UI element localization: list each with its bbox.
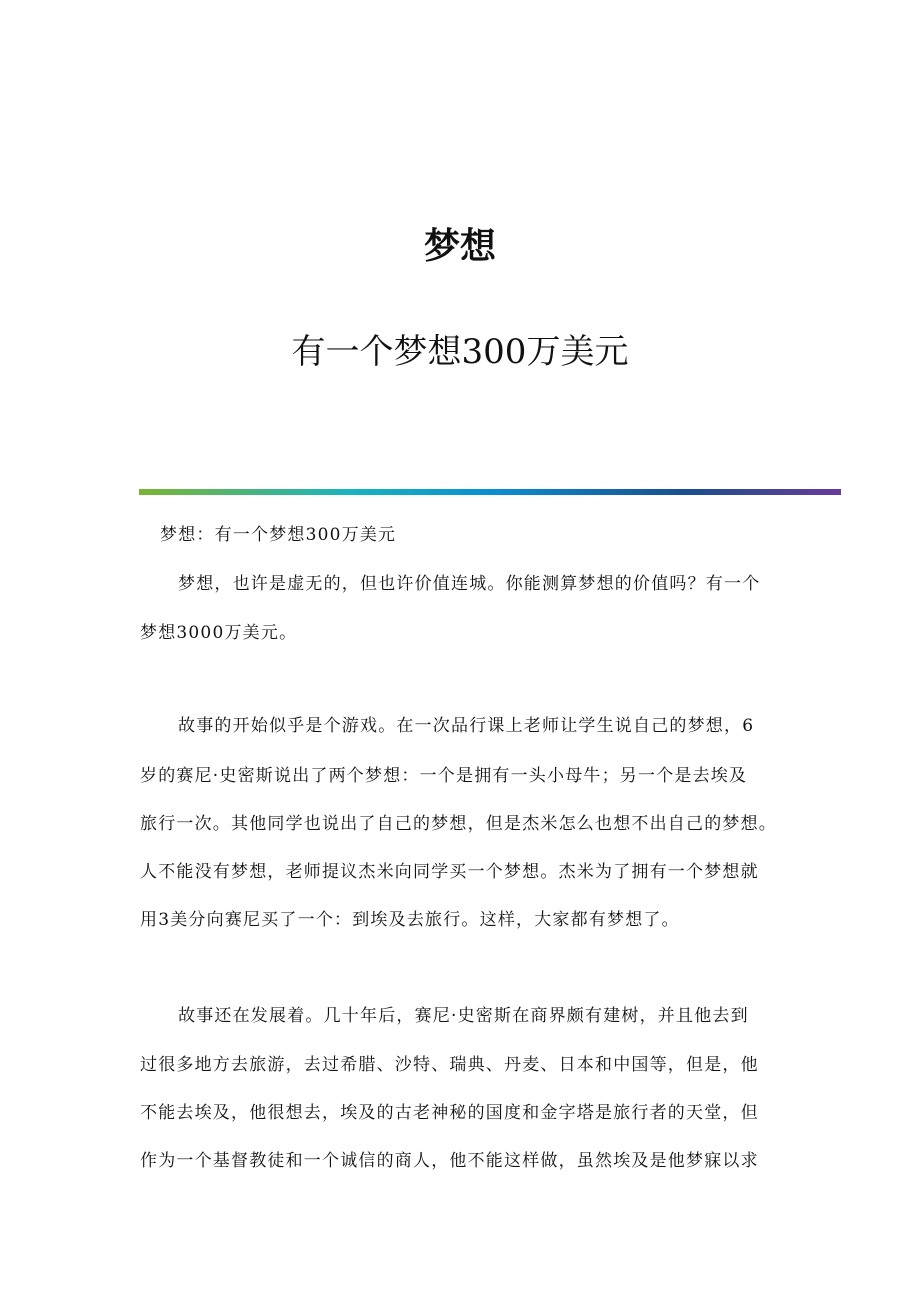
text-line: 岁的赛尼·史密斯说出了两个梦想：一个是拥有一头小母牛；另一个是去埃及	[140, 766, 748, 786]
document-subtitle: 有一个梦想300万美元	[291, 332, 629, 372]
text-line: 旅行一次。其他同学也说出了自己的梦想，但是杰米怎么也想不出自己的梦想。	[140, 814, 777, 834]
text-line: 梦想3000万美元。	[140, 623, 298, 643]
text-line: 梦想，也许是虚无的，但也许价值连城。你能测算梦想的价值吗？有一个	[178, 574, 761, 594]
gradient-divider	[139, 489, 841, 495]
text-line: 故事还在发展着。几十年后，赛尼·史密斯在商界颇有建树，并且他去到	[178, 1006, 749, 1026]
text-line: 用3美分向赛尼买了一个：到埃及去旅行。这样，大家都有梦想了。	[140, 910, 680, 930]
intro-line: 梦想：有一个梦想300万美元	[160, 525, 397, 545]
text-line: 不能去埃及，他很想去，埃及的古老神秘的国度和金字塔是旅行者的天堂，但	[140, 1103, 759, 1123]
text-line: 作为一个基督教徒和一个诚信的商人，他不能这样做，虽然埃及是他梦寐以求	[140, 1151, 759, 1171]
document-title: 梦想	[423, 225, 496, 267]
text-line: 人不能没有梦想，老师提议杰米向同学买一个梦想。杰米为了拥有一个梦想就	[140, 862, 759, 882]
text-line: 故事的开始似乎是个游戏。在一次品行课上老师让学生说自己的梦想，6	[178, 716, 755, 736]
text-line: 过很多地方去旅游，去过希腊、沙特、瑞典、丹麦、日本和中国等，但是，他	[140, 1055, 759, 1075]
